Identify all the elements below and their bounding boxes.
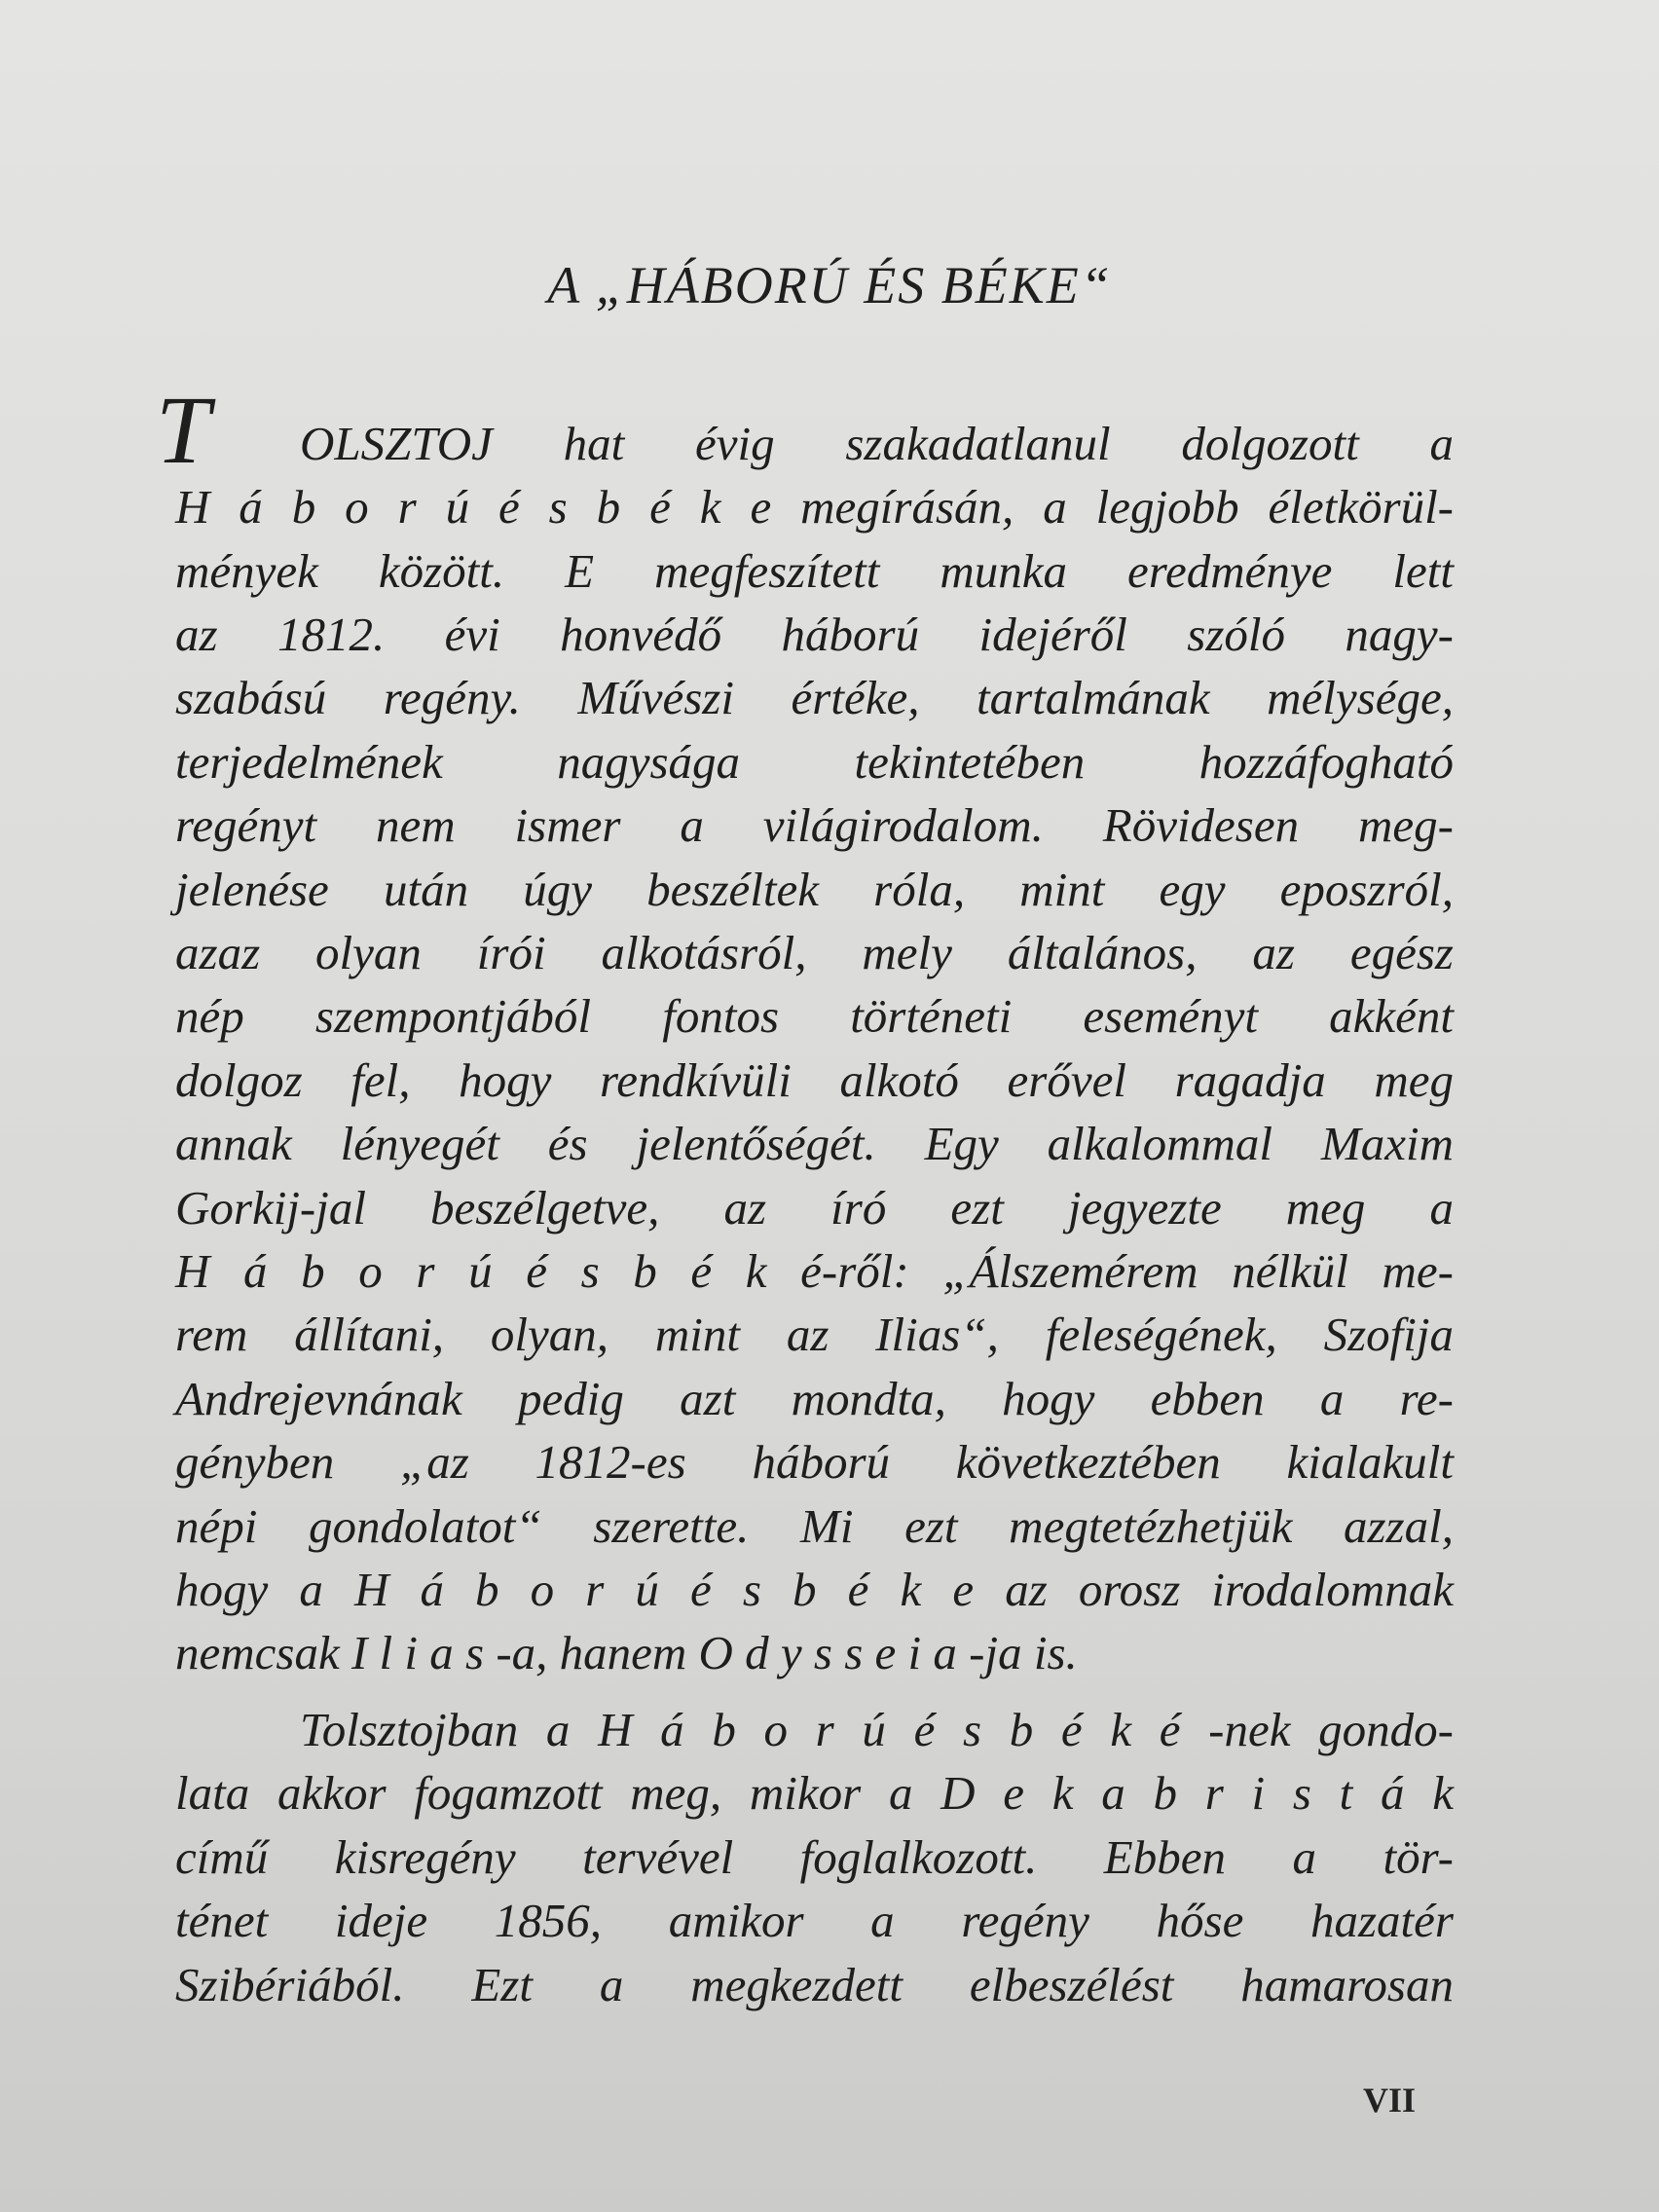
text-line: ténet ideje 1856, amikor a regény hőse hazatér: [175, 1894, 1454, 1947]
text-line: terjedelmének nagysága tekintetében hozzáfogható: [175, 735, 1454, 789]
page-number: VII: [1363, 2081, 1417, 2120]
text-line: népi gondolatot“ szerette. Mi ezt megtetézhetjük azzal,: [175, 1499, 1454, 1553]
text-line: hogy a H á b o r ú é s b é k e az orosz irodalomnak: [175, 1563, 1454, 1616]
text-line: szabású regény. Művészi értéke, tartalmának mélysége,: [175, 671, 1454, 724]
text-line: rem állítani, olyan, mint az Ilias“, feleségének, Szofija: [175, 1308, 1454, 1361]
text-line: azaz olyan írói alkotásról, mely általános, az egész: [175, 926, 1454, 979]
chapter-title: A „HÁBORÚ ÉS BÉKE“: [547, 256, 1112, 314]
text-line: Gorkij-jal beszélgetve, az író ezt jegyezte meg a: [175, 1181, 1454, 1235]
text-line: nemcsak I l i a s -a, hanem O d y s s e i a -ja is.: [175, 1626, 1078, 1679]
text-line: lata akkor fogamzott meg, mikor a D e k a b r i s t á k: [175, 1766, 1454, 1820]
text-line: az 1812. évi honvédő háború idejéről szóló nagy-: [175, 608, 1454, 661]
text-line: Szibériából. Ezt a megkezdett elbeszélést hamarosan: [175, 1958, 1454, 2011]
text-line: jelenése után úgy beszéltek róla, mint egy eposzról,: [175, 863, 1454, 916]
text-line: annak lényegét és jelentőségét. Egy alkalommal Maxim: [175, 1117, 1454, 1170]
text-line: gényben „az 1812-es háború következtében kialakult: [175, 1435, 1454, 1489]
text-line: regényt nem ismer a világirodalom. Rövidesen meg-: [175, 798, 1454, 852]
text-line: H á b o r ú é s b é k é-ről: „Álszemérem nélkül me-: [175, 1244, 1454, 1298]
drop-cap: T: [156, 376, 210, 484]
text-line: című kisregény tervével foglalkozott. Ebben a tör-: [175, 1830, 1454, 1884]
paragraph-first-line: Tolsztojban a H á b o r ú é s b é k é -nek gondo-: [300, 1703, 1454, 1756]
text-line: H á b o r ú é s b é k e megírásán, a legjobb életkörül-: [175, 480, 1454, 534]
text-line: OLSZTOJ hat évig szakadatlanul dolgozott a: [300, 417, 1454, 470]
text-line: nép szempontjából fontos történeti eseményt akként: [175, 989, 1454, 1043]
text-line: mények között. E megfeszített munka eredménye lett: [175, 544, 1454, 598]
text-line: Andrejevnának pedig azt mondta, hogy ebben a re-: [175, 1372, 1454, 1425]
text-line: dolgoz fel, hogy rendkívüli alkotó erővel ragadja meg: [175, 1053, 1454, 1107]
